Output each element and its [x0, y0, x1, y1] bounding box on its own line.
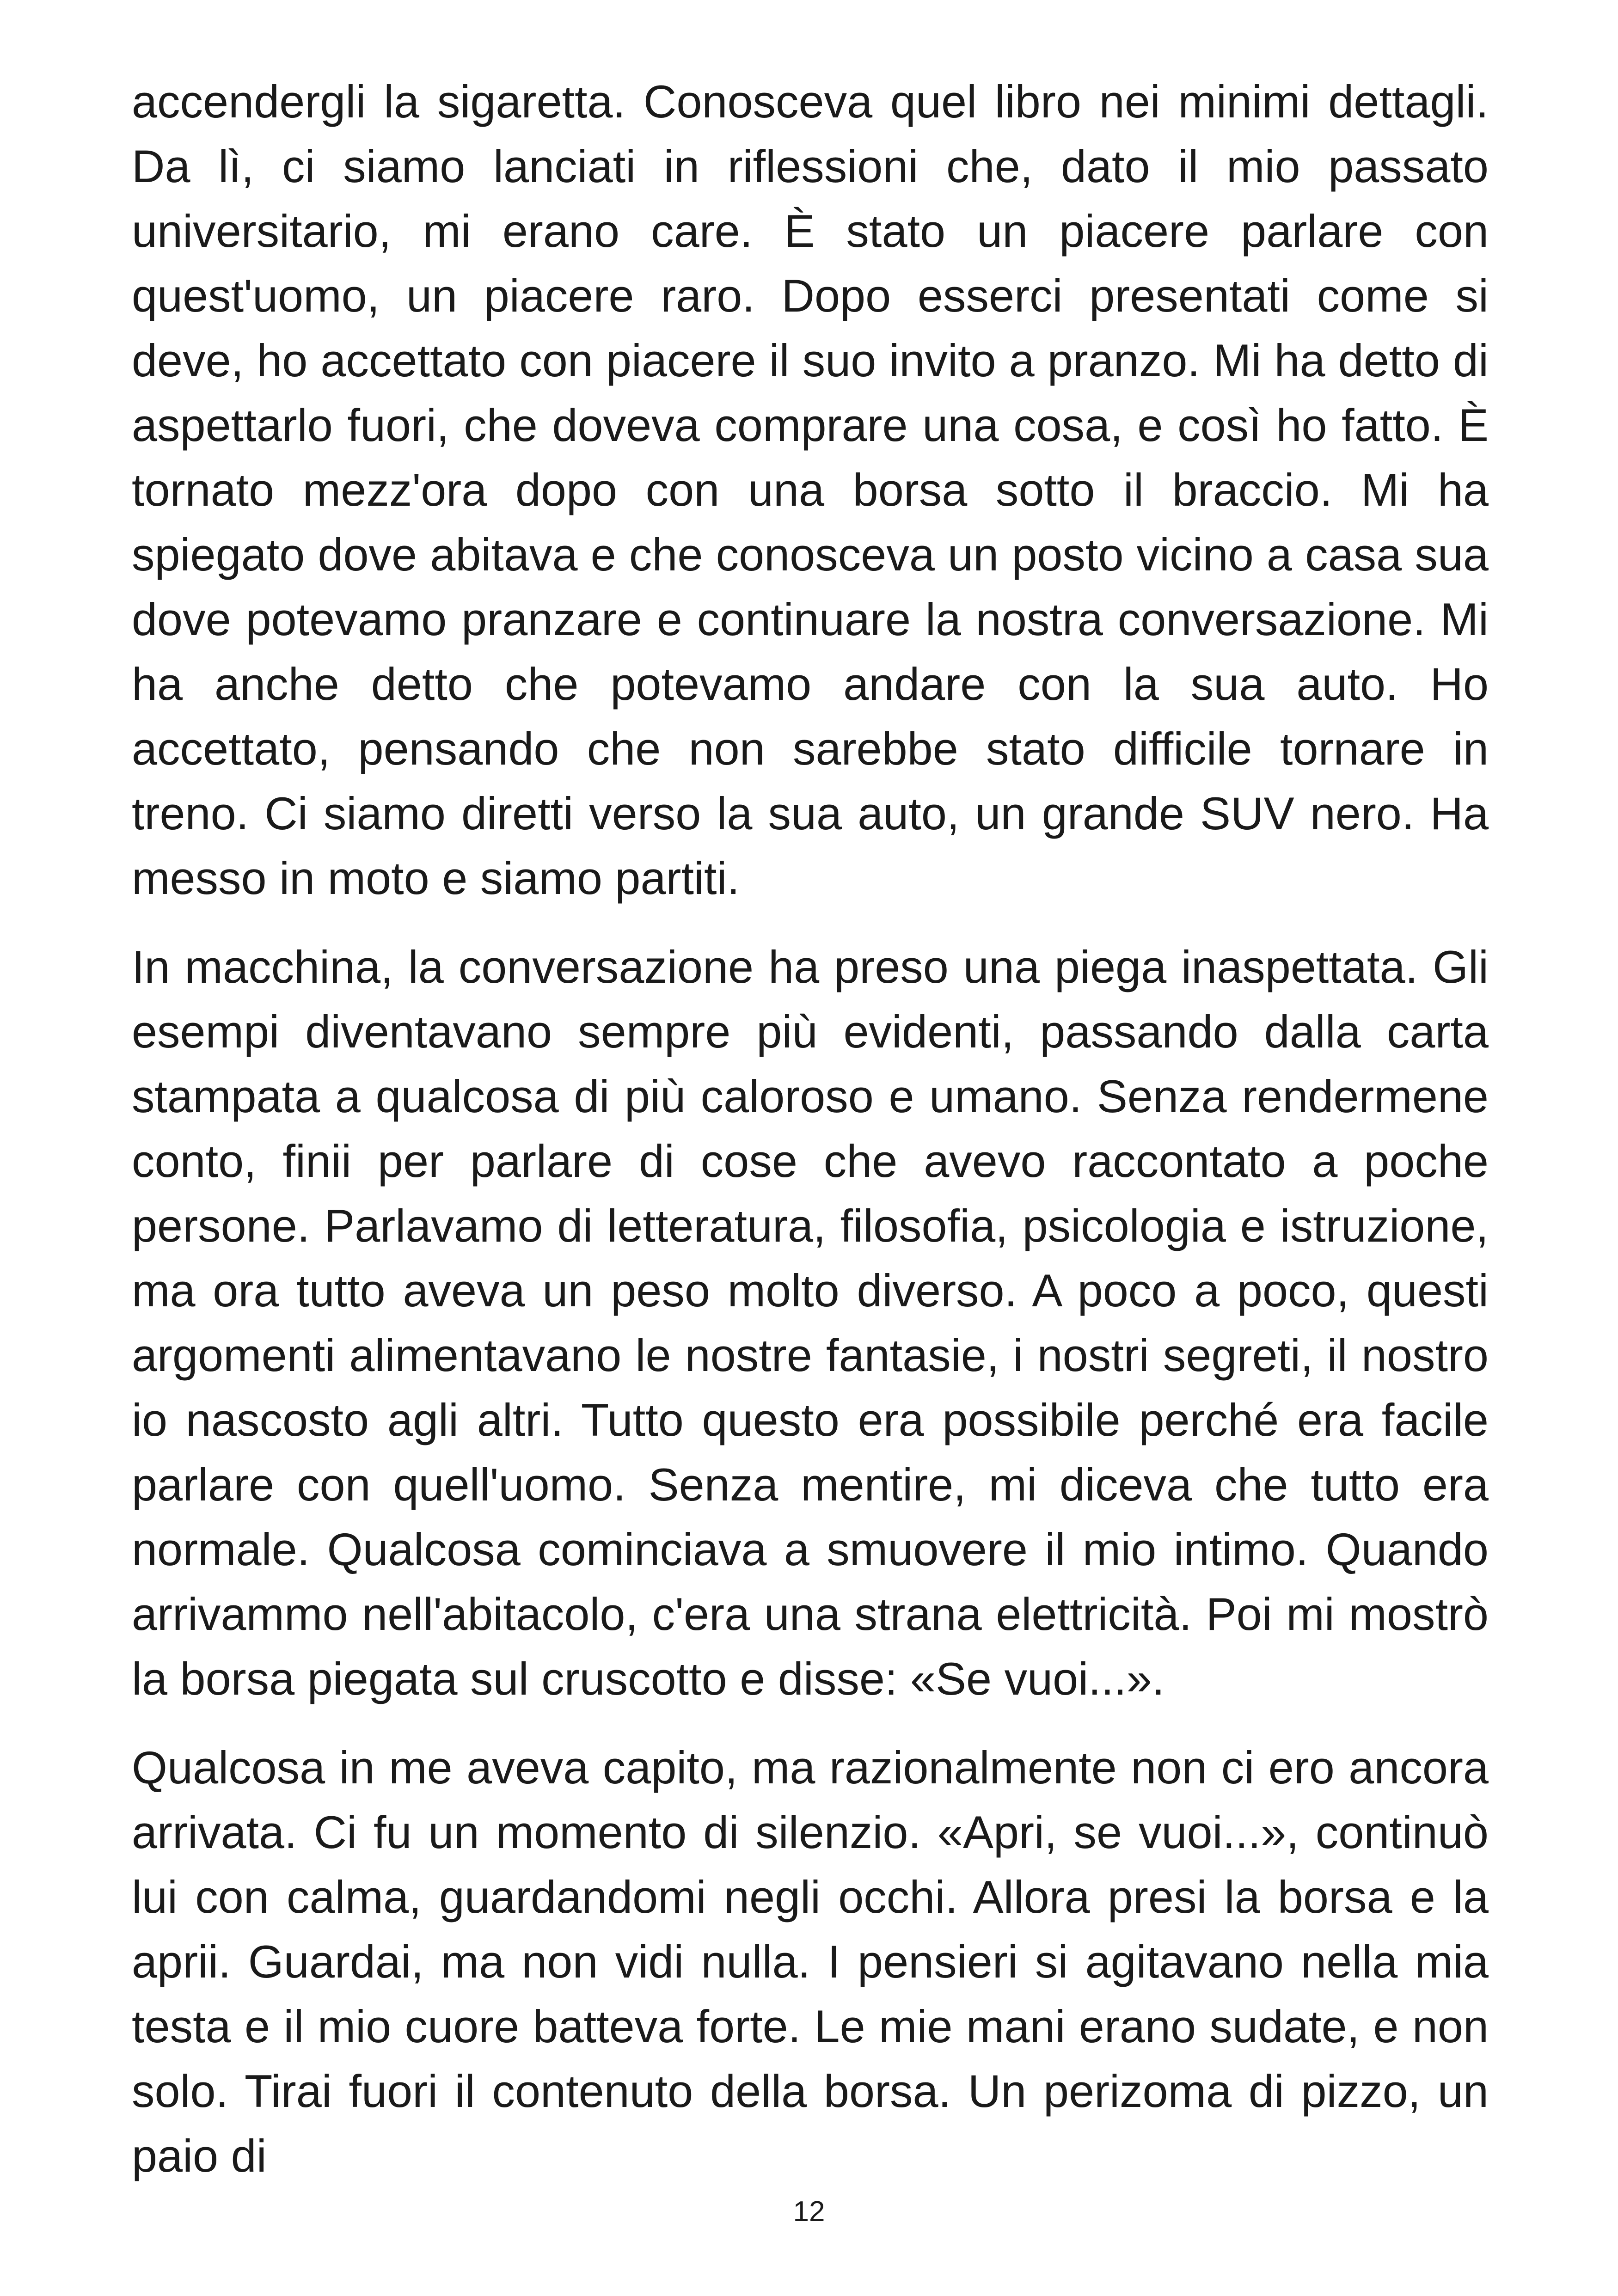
page-number: 12 — [793, 2196, 825, 2228]
paragraph-3: Qualcosa in me aveva capito, ma razionalmente non ci ero ancora arrivata. Ci fu un momento di silenzio. «Apri, se vuoi...», continuò lui con calma, guardandomi negli occhi. Allora presi la borsa e la aprii. Guardai, ma non vidi nulla. I pensieri si agitavano nella mia testa e il mio cuore batteva forte. Le mie mani erano sudate, e non solo. Tirai fuori il contenuto della borsa. Un perizoma di pizzo, un paio di — [132, 1742, 1489, 2181]
body-text — [132, 69, 1489, 2212]
paragraph-2: In macchina, la conversazione ha preso una piega inaspettata. Gli esempi diventavano sempre più evidenti, passando dalla carta stampata a qualcosa di più caloroso e umano. Senza rendermene conto, finii per parlare di cose che avevo raccontato a poche persone. Parlavamo di letteratura, filosofia, psicologia e istruzione, ma ora tutto aveva un peso molto diverso. A poco a poco, questi argomenti alimentavano le nostre fantasie, i nostri segreti, il nostro io nascosto agli altri. Tutto questo era possibile perché era facile parlare con quell'uomo. Senza mentire, mi diceva che tutto era normale. Qualcosa cominciava a smuovere il mio intimo. Quando arrivammo nell'abitacolo, c'era una strana elettricità. Poi mi mostrò la borsa piegata sul cruscotto e disse: «Se vuoi...». — [132, 941, 1489, 1704]
paragraph-1: accendergli la sigaretta. Conosceva quel libro nei minimi dettagli. Da lì, ci siamo lanciati in riflessioni che, dato il mio passato universitario, mi erano care. È stato un piacere parlare con quest'uomo, un piacere raro. Dopo esserci presentati come si deve, ho accettato con piacere il suo invito a pranzo. Mi ha detto di aspettarlo fuori, che doveva comprare una cosa, e così ho fatto. È tornato mezz'ora dopo con una borsa sotto il braccio. Mi ha spiegato dove abitava e che conosceva un posto vicino a casa sua dove potevamo pranzare e continuare la nostra conversazione. Mi ha anche detto che potevamo andare con la sua auto. Ho accettato, pensando che non sarebbe stato difficile tornare in treno. Ci siamo diretti verso la sua auto, un grande SUV nero. Ha messo in moto e siamo partiti. — [132, 76, 1489, 904]
